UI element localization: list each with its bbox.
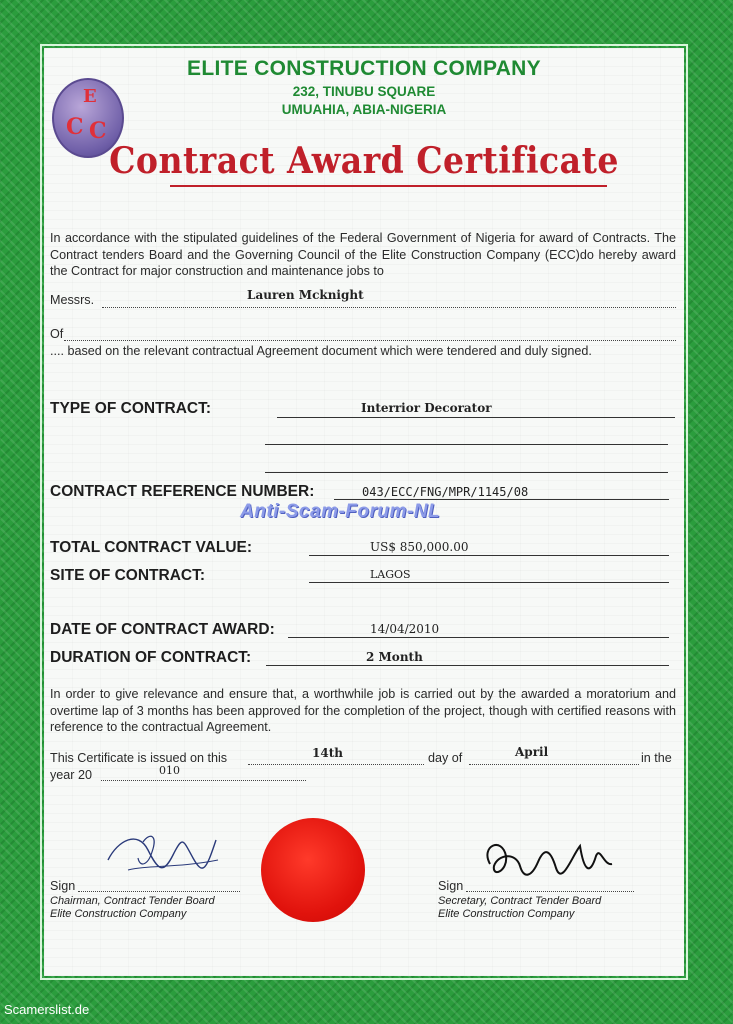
type-of-contract-label: TYPE OF CONTRACT: xyxy=(50,400,212,417)
total-contract-value-label: TOTAL CONTRACT VALUE: xyxy=(50,539,253,556)
company-name: ELITE CONSTRUCTION COMPANY xyxy=(187,57,541,80)
reference-line xyxy=(334,499,669,500)
site-line xyxy=(309,582,669,583)
of-line xyxy=(64,340,676,341)
chairman-title: Chairman, Contract Tender Board xyxy=(50,895,215,907)
title-underline xyxy=(170,185,607,187)
total-contract-value: US$ 850,000.00 xyxy=(370,540,469,554)
anti-scam-watermark: Anti-Scam-Forum-NL xyxy=(240,501,441,522)
messrs-label: Messrs. xyxy=(50,293,95,307)
company-address-line1: 232, TINUBU SQUARE xyxy=(292,84,436,99)
messrs-line xyxy=(102,307,676,308)
issued-prefix: This Certificate is issued on this xyxy=(50,751,228,765)
duration-line xyxy=(266,665,669,666)
issued-year-value: 010 xyxy=(159,764,180,777)
secretary-title: Secretary, Contract Tender Board xyxy=(438,895,602,907)
chairman-sign-line xyxy=(78,891,240,892)
contract-reference-value: 043/ECC/FNG/MPR/1145/08 xyxy=(362,485,529,499)
issued-month-line xyxy=(469,764,639,765)
date-of-award-value: 14/04/2010 xyxy=(370,622,440,636)
type-of-contract-value: Interrior Decorator xyxy=(361,401,492,415)
chairman-company: Elite Construction Company xyxy=(50,908,187,920)
date-line xyxy=(288,637,669,638)
type-line-3 xyxy=(265,472,668,473)
issued-day-of: day of xyxy=(428,751,463,765)
secretary-sign-label: Sign xyxy=(438,879,464,893)
of-label: Of xyxy=(50,327,64,341)
duration-of-contract-label: DURATION OF CONTRACT: xyxy=(50,649,252,666)
based-text: .... based on the relevant contractual Agreement document which were tendered and duly signed. xyxy=(50,344,592,358)
site-of-contract-label: SITE OF CONTRACT: xyxy=(50,567,205,584)
relevance-paragraph: In order to give relevance and ensure that, a worthwhile job is carried out by the awarded a moratorium and overtime lap of 3 months has been approved for the completion of the project, though with certified reasons with reference to the contractual Agreement. xyxy=(50,687,676,734)
site-watermark-footer: Scamerslist.de xyxy=(4,1002,90,1017)
secretary-company: Elite Construction Company xyxy=(438,908,575,920)
type-line-2 xyxy=(265,444,668,445)
logo-letter-c1: C xyxy=(66,114,84,140)
intro-paragraph: In accordance with the stipulated guidelines of the Federal Government of Nigeria for award of Contracts. The Contract tenders Board and the Governing Council of the Elite Construction Company (ECC)do hereby award the Contract for major construction and maintenance jobs to xyxy=(50,231,676,278)
red-seal xyxy=(261,818,365,922)
logo-letter-c2: C xyxy=(89,118,107,144)
logo-letter-e: E xyxy=(83,86,97,107)
issued-day-value: 14th xyxy=(312,746,343,760)
certificate-title: Contract Award Certificate xyxy=(109,140,619,182)
issued-day-line xyxy=(248,764,424,765)
chairman-signature xyxy=(88,820,228,890)
issued-in-the: in the xyxy=(641,751,672,765)
issued-year-line xyxy=(101,780,306,781)
certificate-paper xyxy=(44,48,684,976)
issued-month-value: April xyxy=(515,745,549,759)
type-line-1 xyxy=(277,417,675,418)
issued-year-prefix: year 20 xyxy=(50,768,93,782)
messrs-value: Lauren Mcknight xyxy=(247,288,364,302)
secretary-signature xyxy=(472,826,622,896)
company-address-line2: UMUAHIA, ABIA-NIGERIA xyxy=(281,102,447,117)
secretary-sign-line xyxy=(466,891,634,892)
value-line xyxy=(309,555,669,556)
duration-of-contract-value: 2 Month xyxy=(366,650,423,664)
date-of-award-label: DATE OF CONTRACT AWARD: xyxy=(50,621,275,638)
contract-reference-label: CONTRACT REFERENCE NUMBER: xyxy=(50,483,315,500)
chairman-sign-label: Sign xyxy=(50,879,76,893)
site-of-contract-value: LAGOS xyxy=(370,568,411,581)
